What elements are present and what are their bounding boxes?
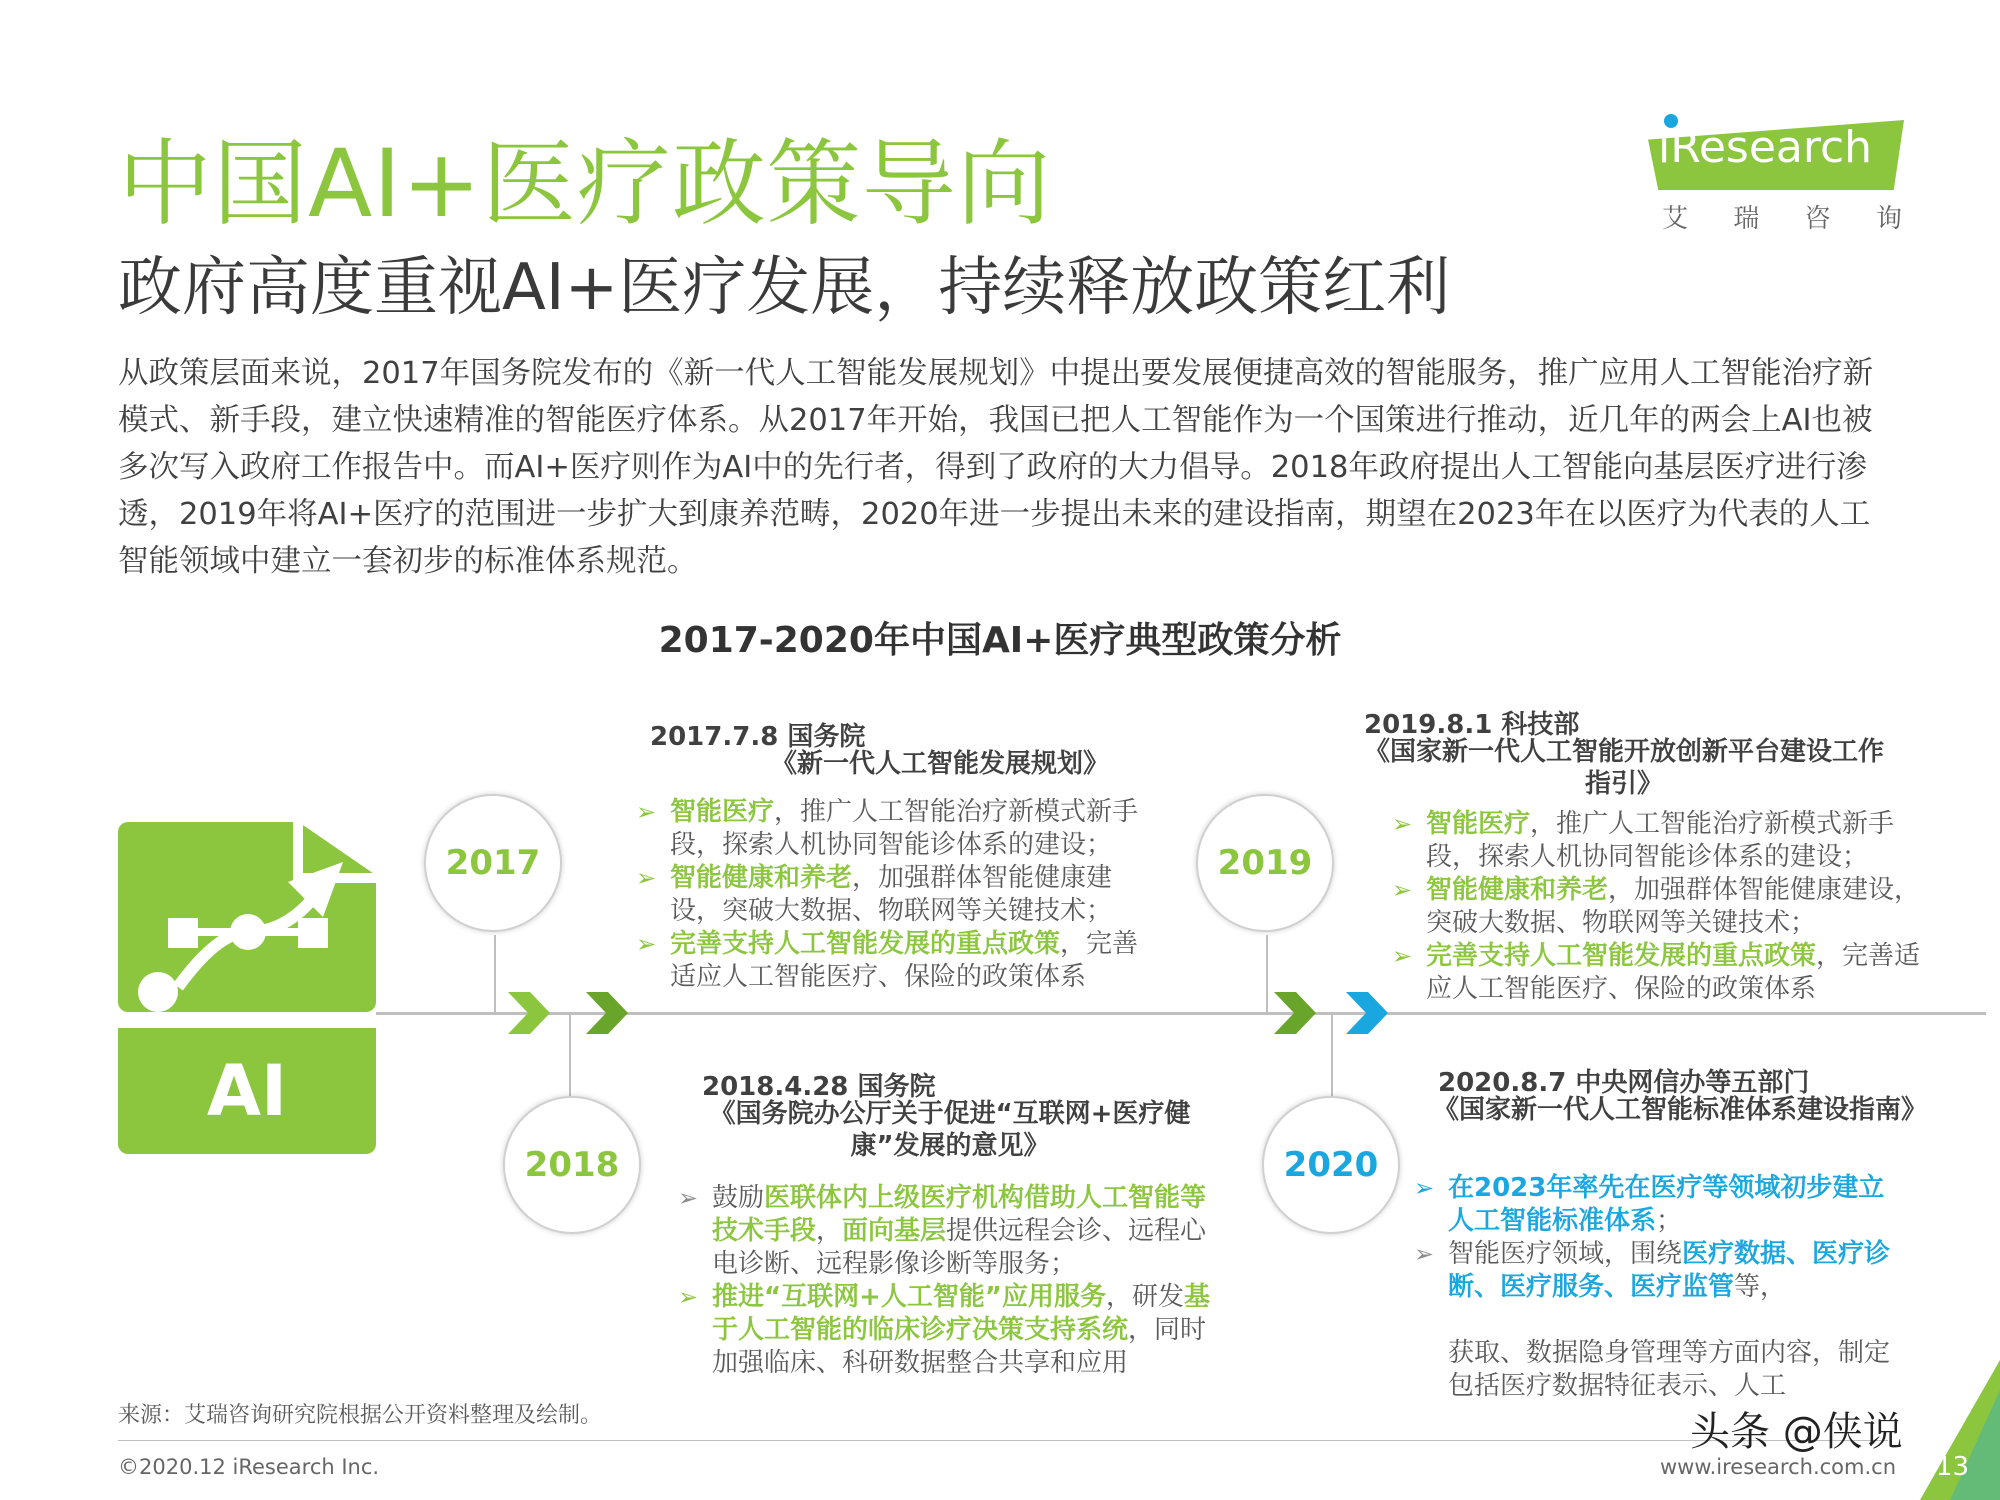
page-subtitle: 政府高度重视AI+医疗发展，持续释放政策红利 — [118, 251, 1451, 325]
timeline-title: 2017-2020年中国AI+医疗典型政策分析 — [658, 620, 1342, 661]
chevron-right-icon — [584, 990, 630, 1036]
policy-2020-bullets — [1414, 1172, 1894, 1403]
copyright: ©2020.12 iResearch Inc. — [118, 1455, 380, 1479]
policy-2019-head: 2019.8.1 科技部 — [1364, 710, 1580, 740]
policy-2018-head: 2018.4.28 国务院 — [702, 1072, 936, 1102]
connector-2019 — [1266, 935, 1268, 1013]
logo-char: 瑞 — [1733, 204, 1760, 234]
chevron-right-icon — [1272, 990, 1318, 1036]
source-note: 来源：艾瑞咨询研究院根据公开资料整理及绘制。 — [118, 1403, 603, 1428]
connector-2018 — [569, 1013, 571, 1103]
list-item-continuation: 获取、数据隐身管理等方面内容，制定包括医疗数据特征表示、人工 — [1448, 1338, 1891, 1401]
list-item: ➢ 智能医疗领域，围绕医疗数据、医疗诊断、医疗服务、医疗监管等， — [1414, 1239, 1891, 1302]
watermark: 头条 @侠说 — [1690, 1409, 1903, 1455]
chevron-right-icon — [506, 990, 552, 1036]
page-number: 13 — [1936, 1452, 1970, 1482]
policy-2020-doc: 《国家新一代人工智能标准体系建设指南》 — [1432, 1095, 1927, 1125]
website-link[interactable]: www.iresearch.com.cn — [1660, 1455, 1897, 1479]
list-item: ➢ 在2023年率先在医疗等领域初步建立人工智能标准体系； — [1414, 1173, 1885, 1236]
year-2017-circle: 2017 — [424, 794, 562, 932]
logo-char: 咨 — [1804, 204, 1831, 234]
logo-char: 艾 — [1662, 204, 1689, 234]
list-item: ➢ 智能健康和养老，加强群体智能健康建设，突破大数据、物联网等关键技术； — [1392, 875, 1921, 938]
policy-2019-doc: 《国家新一代人工智能开放创新平台建设工作指引》 — [1364, 737, 1885, 799]
chevron-right-icon — [1344, 990, 1390, 1036]
connector-2020 — [1331, 1013, 1333, 1103]
page-title: 中国AI+医疗政策导向 — [118, 130, 1052, 239]
policy-2017-head: 2017.7.8 国务院 — [650, 722, 866, 752]
ai-file-icon — [118, 822, 376, 1154]
footer-divider — [118, 1440, 1888, 1441]
network-nodes-icon — [118, 822, 376, 1012]
logo-chinese-name — [1662, 198, 1902, 235]
year-2020-circle: 2020 — [1262, 1096, 1400, 1234]
intro-paragraph: 从政策层面来说，2017年国务院发布的《新一代人工智能发展规划》中提出要发展便捷高效的智能服务，推广应用人工智能治疗新模式、新手段，建立快速精准的智能医疗体系。从2017年开始，我国已把人工智能作为一个国策进行推动，近几年的两会上AI也被多次写入政府工作报告中。而AI+医疗则作为AI中的先行者，得到了政府的大力倡导。2018年政府提出人工智能向基层医疗进行渗透，2019年将AI+医疗的范围进一步扩大到康养范畴，2020年进一步提出未来的建设指南，期望在2023年在以医疗为代表的人工智能领域中建立一套初步的标准体系规范。 — [118, 356, 1874, 579]
policy-2019-bullets — [1392, 808, 1922, 1006]
list-item: ➢ 智能医疗，推广人工智能治疗新模式新手段，探索人机协同智能诊体系的建设； — [1392, 809, 1895, 872]
list-item: ➢ 推进“互联网+人工智能”应用服务，研发基于人工智能的临床诊疗决策支持系统，同时加强临床、科研数据整合共享和应用 — [678, 1282, 1210, 1378]
list-item: ➢ 智能医疗，推广人工智能治疗新模式新手段，探索人机协同智能诊体系的建设； — [636, 797, 1139, 860]
ai-label: AI — [206, 1050, 288, 1132]
connector-2017 — [494, 935, 496, 1013]
policy-2017-doc: 《新一代人工智能发展规划》 — [770, 749, 1109, 779]
logo-brand-text: iResearch — [1658, 122, 1873, 173]
year-2018-circle: 2018 — [503, 1096, 641, 1234]
logo-char: 询 — [1875, 204, 1902, 234]
policy-2017-bullets — [636, 796, 1156, 994]
year-2019-circle: 2019 — [1196, 794, 1334, 932]
list-item: ➢ 完善支持人工智能发展的重点政策，完善适应人工智能医疗、保险的政策体系 — [636, 929, 1139, 992]
iresearch-logo — [1640, 100, 1910, 240]
policy-2018-doc: 《国务院办公厅关于促进“互联网+医疗健康”发展的意见》 — [709, 1099, 1191, 1161]
policy-2020-head: 2020.8.7 中央网信办等五部门 — [1438, 1068, 1810, 1098]
list-item: ➢ 鼓励医联体内上级医疗机构借助人工智能等技术手段，面向基层提供远程会诊、远程心电诊断、远程影像诊断等服务； — [678, 1183, 1207, 1279]
policy-2018-bullets — [678, 1182, 1218, 1380]
list-item: ➢ 智能健康和养老，加强群体智能健康建设，突破大数据、物联网等关键技术； — [636, 863, 1113, 926]
list-item: ➢ 完善支持人工智能发展的重点政策，完善适应人工智能医疗、保险的政策体系 — [1392, 941, 1921, 1004]
